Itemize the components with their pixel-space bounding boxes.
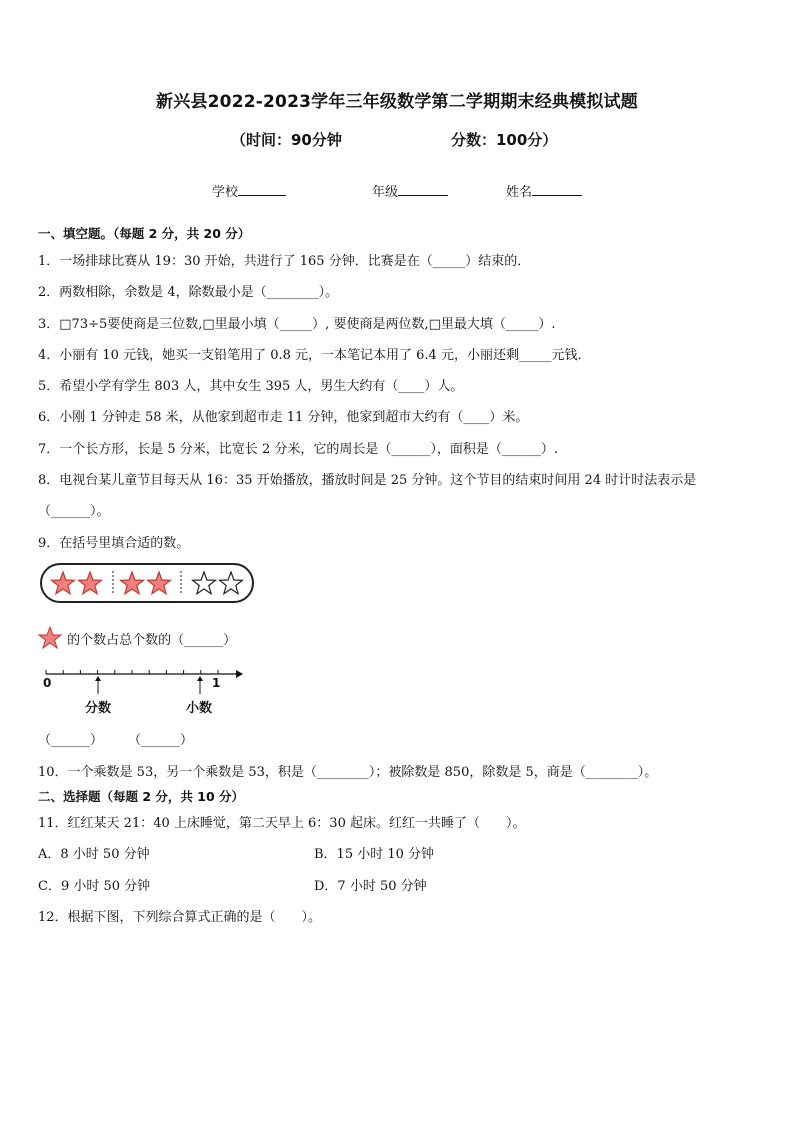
question-10: 10．一个乘数是 53，另一个乘数是 53，积是（________）；被除数是 850，除数是 5，商是（________）。: [38, 765, 658, 780]
option-11-a: A．8 小时 50 分钟: [38, 847, 150, 862]
option-11-c: C．9 小时 50 分钟: [38, 879, 151, 894]
star-group-box: [40, 563, 254, 603]
number-line-one: 1: [212, 676, 221, 690]
question-4: 4．小丽有 10 元钱，她买一支铅笔用了 0.8 元，一本笔记本用了 6.4 元，小丽还剩_____元钱．: [38, 348, 591, 363]
question-7: 7．一个长方形，长是 5 分米，比宽长 2 分米，它的周长是（______），面积是（______）.: [38, 442, 558, 457]
name-blank: [532, 183, 582, 196]
question-2: 2．两数相除，余数是 4，除数最小是（________）。: [38, 285, 339, 300]
question-11: 11．红红某天 21：40 上床睡觉，第二天早上 6：30 起床。红红一共睡了（ ）。: [38, 816, 526, 831]
school-field: [212, 181, 286, 200]
star-icon: [38, 626, 62, 650]
stars-svg: [42, 565, 252, 601]
question-6: 6．小刚 1 分钟走 58 米，从他家到超市走 11 分钟，他家到超市大约有（____）米。: [38, 410, 529, 425]
decimal-pointer-head: [197, 676, 203, 681]
filled-star: [79, 572, 102, 594]
decimal-label: 小数: [186, 701, 213, 716]
fraction-answer-blank: （______）: [38, 733, 104, 748]
question-12: 12．根据下图，下列综合算式正确的是（ ）。: [38, 910, 322, 925]
question-8: 8．电视台某儿童节目每天从 16：35 开始播放，播放时间是 25 分钟。这个节目的结束时间用 24 时计时法表示是: [38, 473, 697, 488]
filled-star: [148, 572, 171, 594]
exam-score: 分数：100分）: [451, 131, 558, 149]
question-5: 5．希望小学有学生 803 人，其中女生 395 人，男生大约有（____）人。: [38, 379, 464, 394]
fraction-pointer-head: [95, 676, 101, 681]
number-line-arrowhead: [236, 670, 243, 678]
star-question-line: [38, 626, 236, 650]
filled-star: [52, 572, 75, 594]
name-label: 姓名: [506, 185, 533, 200]
star-question-text: 的个数占总个数的（______）: [67, 632, 237, 648]
option-11-d: D．7 小时 50 分钟: [314, 879, 427, 894]
empty-star: [220, 572, 243, 594]
school-blank: [238, 183, 286, 196]
decimal-answer-blank: （______）: [128, 733, 194, 748]
filled-star: [121, 572, 144, 594]
grade-blank: [398, 183, 448, 196]
question-1: 1．一场排球比赛从 19：30 开始，共进行了 165 分钟．比赛是在（_____）结束的．: [38, 254, 531, 269]
school-label: 学校: [212, 185, 239, 200]
number-line-zero: 0: [43, 676, 52, 690]
section-fill-in: 一、填空题。（每题 2 分，共 20 分）: [38, 226, 251, 241]
question-3: 3．□73÷5要使商是三位数,□里最小填（_____）, 要使商是两位数,□里最大填（_____）.: [38, 317, 556, 332]
name-field: [506, 181, 582, 200]
page-title: 新兴县2022-2023学年三年级数学第二学期期末经典模拟试题: [156, 92, 638, 112]
grade-field: [372, 181, 448, 200]
section-choice: 二、选择题（每题 2 分，共 10 分）: [38, 789, 245, 804]
question-9: 9．在括号里填合适的数。: [38, 536, 190, 551]
option-11-b: B．15 小时 10 分钟: [314, 847, 435, 862]
fraction-label: 分数: [85, 701, 112, 716]
exam-time: （时间：90分钟: [231, 131, 342, 149]
grade-label: 年级: [372, 185, 399, 200]
empty-star: [193, 572, 216, 594]
question-8-blank: （______）。: [38, 504, 110, 519]
